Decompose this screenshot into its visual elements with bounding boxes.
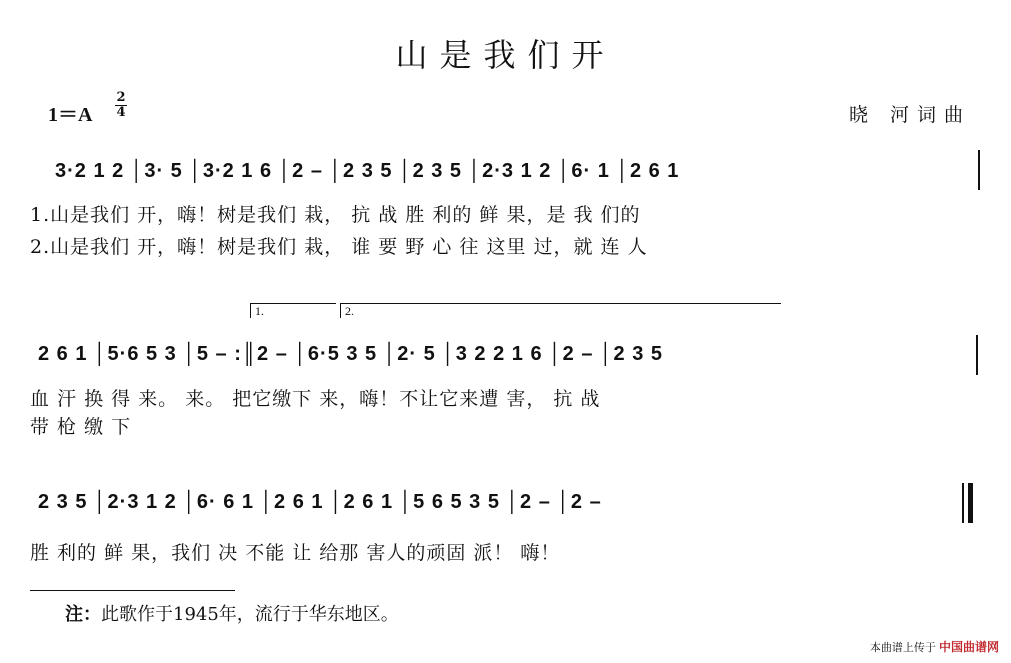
- lyric-line-1-verse-2: 2.山是我们 开，嗨！树是我们 栽， 谁 要 野 心 往 这里 过，就 连 人: [30, 236, 648, 258]
- footnote: [65, 600, 399, 626]
- lyric-line-2-verse-2: 带 枪 缴 下: [30, 416, 132, 438]
- lyric-line-3: 胜 利的 鲜 果，我们 决 不能 让 给那 害人的顽固 派！ 嗨！: [30, 542, 561, 564]
- notation-line-1: 3·2 1 2 │3· 5 │3·2 1 6 │2 – │2 3 5 │2 3 5 │2·3 1 2 │6· 1 │2 6 1: [55, 160, 680, 182]
- composer-credit: 晓 河词曲: [848, 104, 971, 126]
- notation-line-2: 2 6 1 │5·6 5 3 │5 – :║2 – │6·5 3 5 │2· 5 │3 2 2 1 6 │2 – │2 3 5: [38, 343, 663, 365]
- barline: [976, 335, 978, 375]
- time-signature-top: 2: [116, 90, 126, 105]
- footnote-divider: [30, 590, 235, 591]
- barline: [978, 150, 980, 190]
- time-signature: [115, 92, 127, 119]
- key-signature: 1＝A: [48, 104, 93, 126]
- lyric-line-1-verse-1: 1.山是我们 开，嗨！树是我们 栽， 抗 战 胜 利的 鲜 果，是 我 们的: [30, 204, 641, 226]
- lyric-line-2-verse-1: 血 汗 换 得 来。 来。 把它缴下 来，嗨！不让它来遭 害， 抗 战: [30, 388, 601, 410]
- source-watermark: [870, 638, 999, 655]
- page-title: 山是我们开: [395, 36, 616, 74]
- time-signature-bottom: 4: [116, 105, 126, 120]
- source-site: 中国曲谱网: [938, 640, 999, 654]
- notation-line-3: 2 3 5 │2·3 1 2 │6· 6 1 │2 6 1 │2 6 1 │5 6 5 3 5 │2 – │2 –: [38, 491, 602, 513]
- volta-second-ending: 2.: [340, 303, 781, 318]
- volta-first-ending: 1.: [250, 303, 336, 318]
- footnote-text: 此歌作于1945年，流行于华东地区。: [101, 604, 399, 625]
- source-prefix: 本曲谱上传于: [869, 642, 936, 654]
- final-barline-thick: [968, 483, 973, 523]
- final-barline-thin: [962, 483, 964, 523]
- footnote-label: 注：: [65, 604, 101, 625]
